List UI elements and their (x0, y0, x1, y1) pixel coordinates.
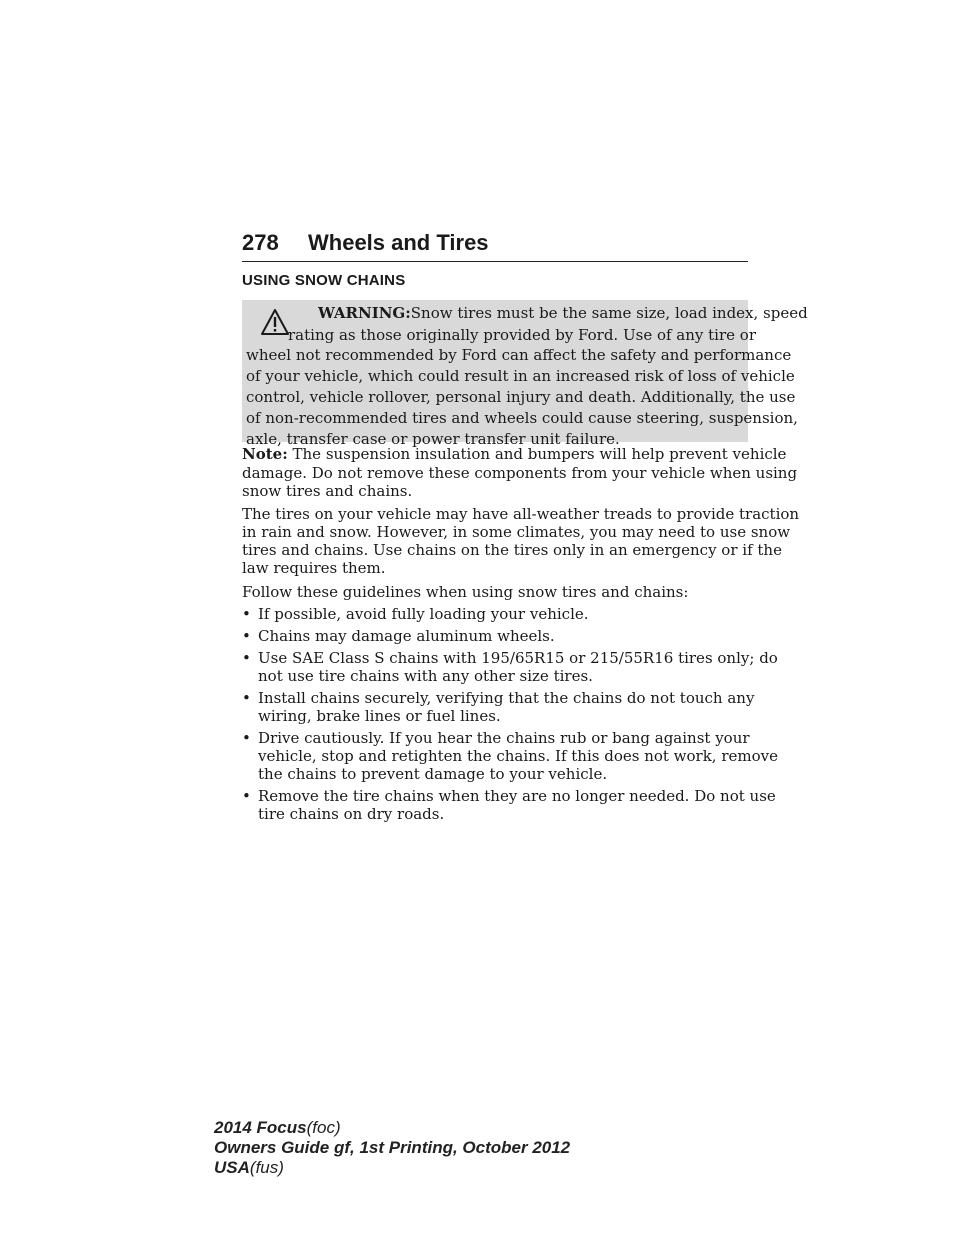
warning-line: wheel not recommended by Ford can affect the safety and performance (246, 346, 792, 364)
bullet-marker: • (242, 729, 251, 747)
warning-line: of your vehicle, which could result in an increased risk of loss of vehicle (246, 367, 795, 385)
bullet-text: If possible, avoid fully loading your vehicle. (258, 605, 589, 623)
paragraph-line: in rain and snow. However, in some climates, you may need to use snow (242, 523, 791, 541)
warning-line: WARNING:Snow tires must be the same size, load index, speed (318, 304, 808, 322)
bullet-marker: • (242, 627, 251, 645)
warning-triangle-icon (260, 308, 290, 336)
guidelines-intro: Follow these guidelines when using snow tires and chains: (242, 583, 689, 601)
bullet-marker: • (242, 787, 251, 805)
warning-line: axle, transfer case or power transfer unit failure. (246, 430, 620, 448)
bullet-marker: • (242, 649, 251, 667)
bullet-marker: • (242, 689, 251, 707)
warning-line: control, vehicle rollover, personal injury and death. Additionally, the use (246, 388, 796, 406)
warning-label: WARNING: (318, 304, 411, 322)
bullet-text: wiring, brake lines or fuel lines. (258, 707, 501, 725)
warning-line: of non-recommended tires and wheels could cause steering, suspension, (246, 409, 798, 427)
page-header (242, 229, 748, 262)
bullet-text: tire chains on dry roads. (258, 805, 445, 823)
warning-line: rating as those originally provided by Ford. Use of any tire or (288, 326, 756, 344)
bullet-text: Remove the tire chains when they are no longer needed. Do not use (258, 787, 776, 805)
chapter-title: Wheels and Tires (308, 230, 489, 255)
footer-model: 2014 Focus(foc) (214, 1118, 341, 1137)
bullet-text: Drive cautiously. If you hear the chains rub or bang against your (258, 729, 750, 747)
bullet-text: the chains to prevent damage to your vehicle. (258, 765, 608, 783)
bullet-text: vehicle, stop and retighten the chains. If this does not work, remove (258, 747, 778, 765)
paragraph-line: law requires them. (242, 559, 386, 577)
bullet-text: Install chains securely, verifying that the chains do not touch any (258, 689, 755, 707)
note-label: Note: (242, 445, 288, 463)
footer-guide: Owners Guide gf, 1st Printing, October 2012 (214, 1138, 571, 1157)
bullet-marker: • (242, 605, 251, 623)
note-line: damage. Do not remove these components from your vehicle when using (242, 464, 798, 482)
note-line: Note: The suspension insulation and bumpers will help prevent vehicle (242, 445, 787, 463)
warning-box (242, 300, 808, 448)
bullet-text: not use tire chains with any other size tires. (258, 667, 593, 685)
note-line: snow tires and chains. (242, 482, 413, 500)
bullet-text: Use SAE Class S chains with 195/65R15 or 215/55R16 tires only; do (258, 649, 778, 667)
footer-market: USA(fus) (214, 1158, 284, 1177)
paragraph-line: The tires on your vehicle may have all-weather treads to provide traction (242, 505, 800, 523)
bullet-text: Chains may damage aluminum wheels. (258, 627, 555, 645)
section-title: USING SNOW CHAINS (242, 272, 406, 289)
page-number: 278 (242, 230, 279, 255)
paragraph-line: tires and chains. Use chains on the tires only in an emergency or if the (242, 541, 782, 559)
